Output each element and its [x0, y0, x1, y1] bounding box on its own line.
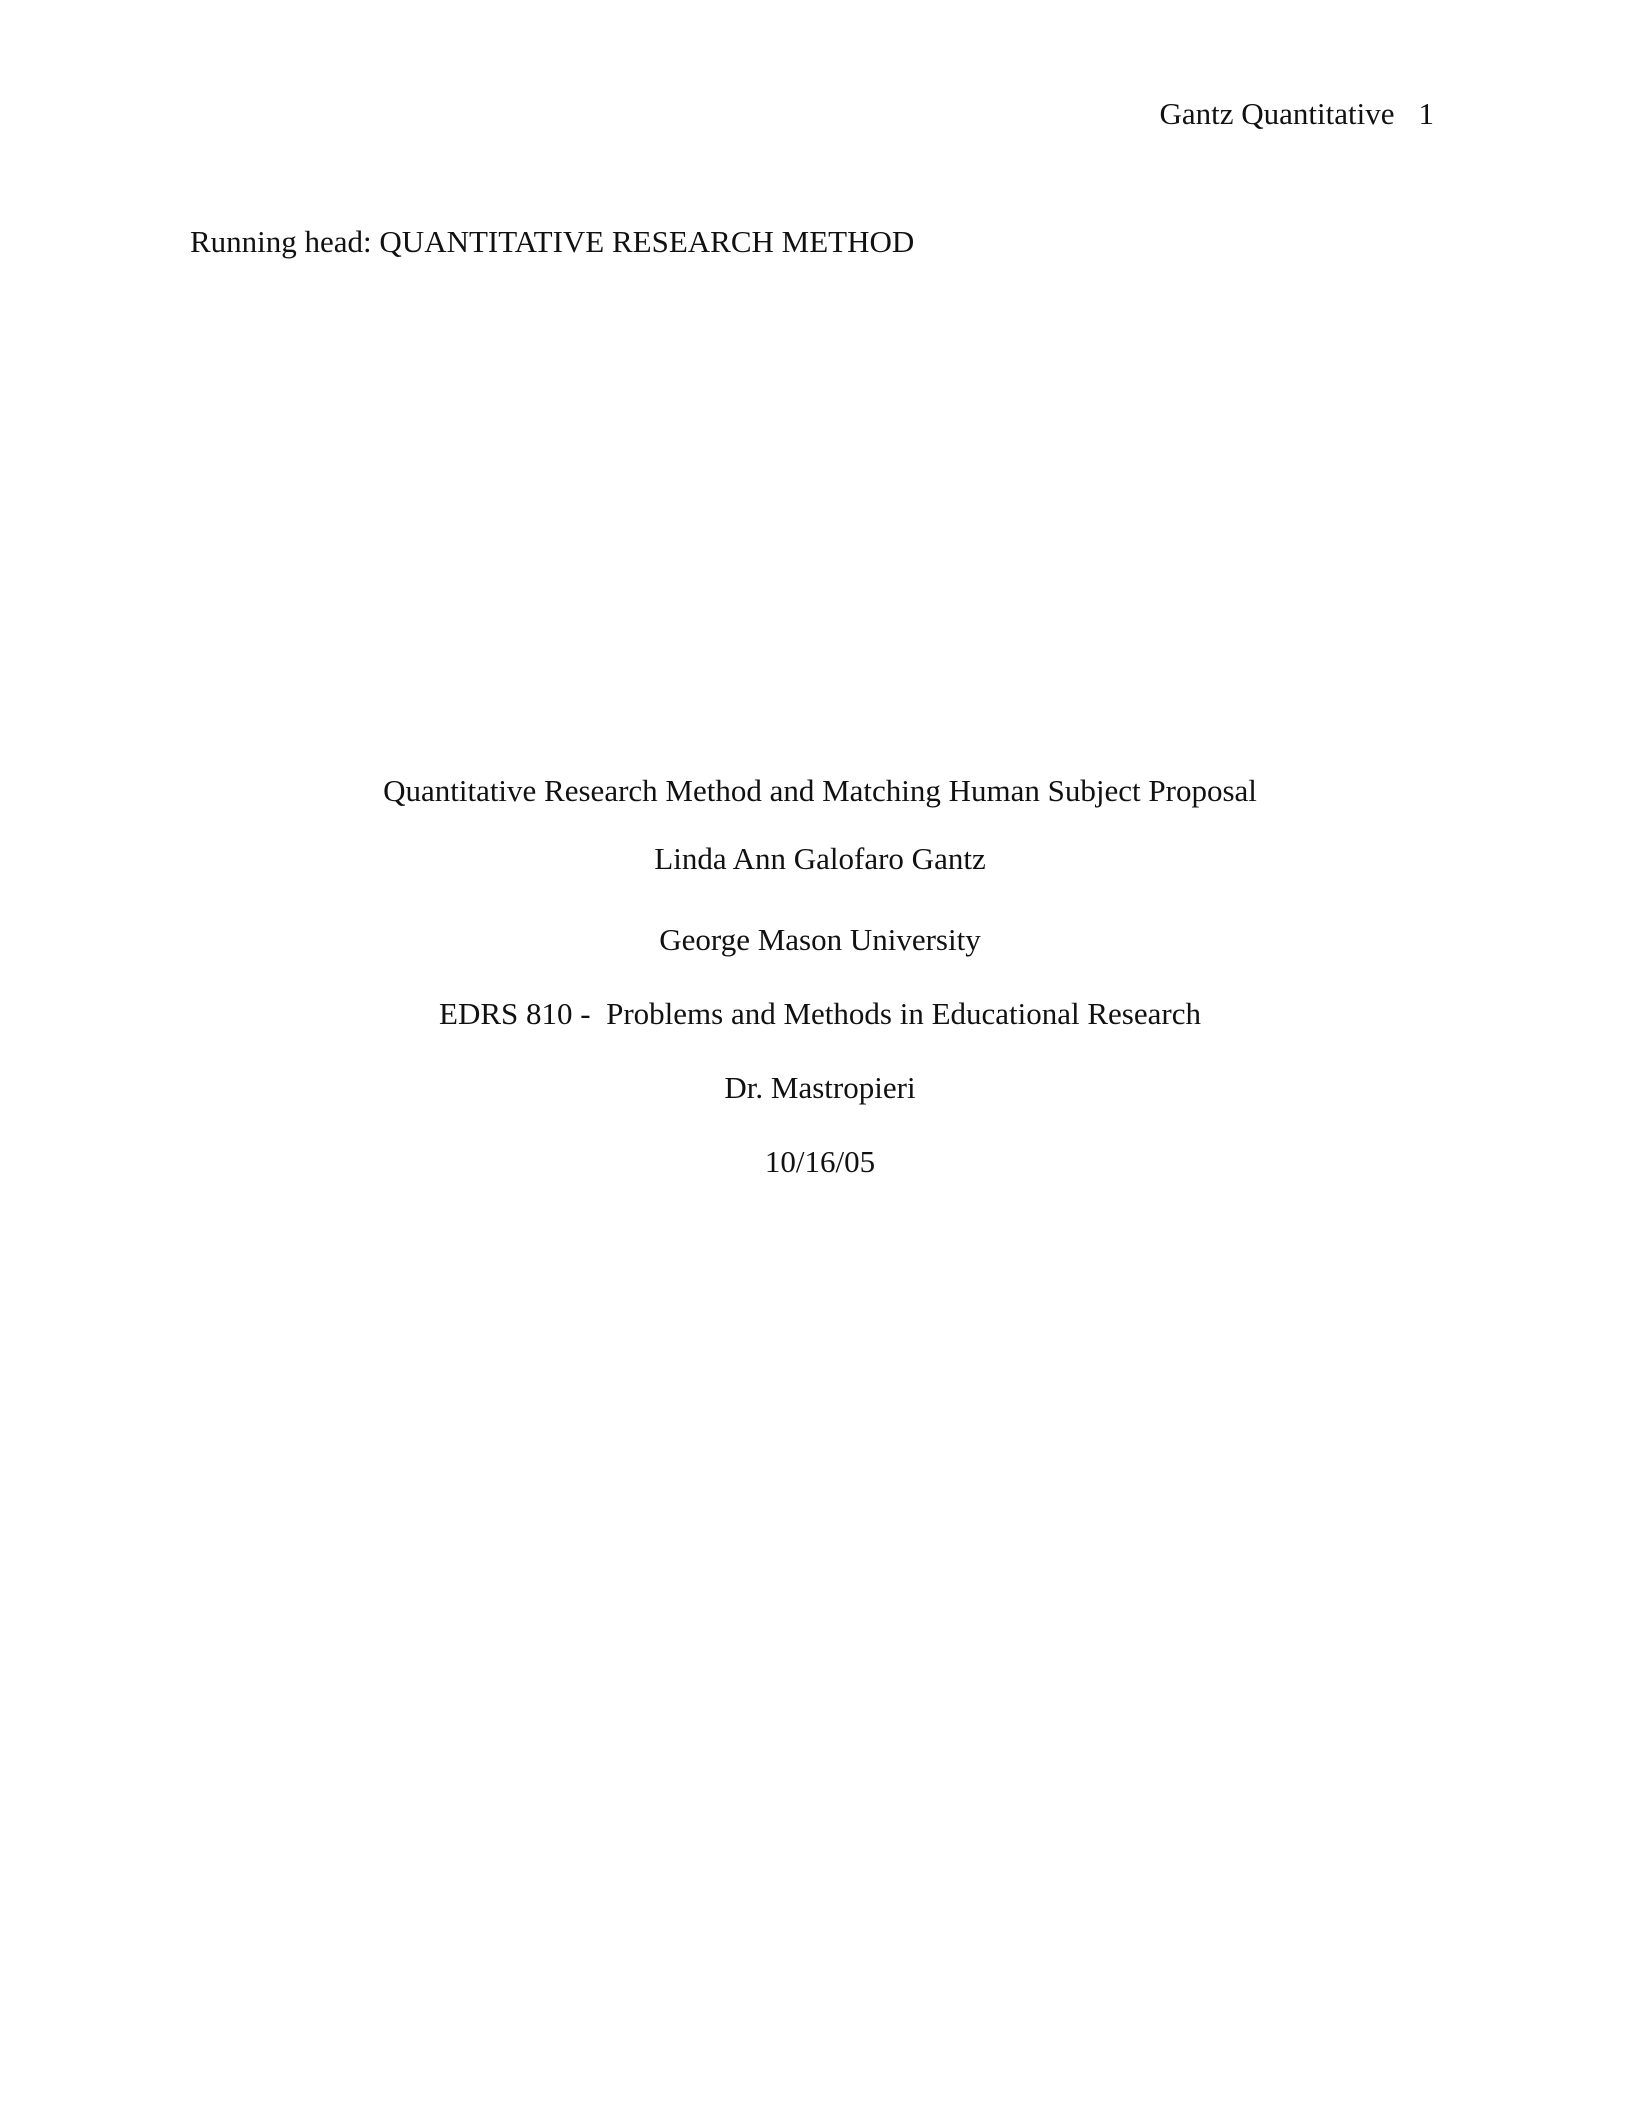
page-number: 1	[1418, 96, 1434, 131]
course-name: EDRS 810 - Problems and Methods in Educational Research	[439, 996, 1201, 1031]
running-head: Running head: QUANTITATIVE RESEARCH METHOD	[190, 224, 915, 259]
submission-date: 10/16/05	[764, 1144, 876, 1179]
author-name: Linda Ann Galofaro Gantz	[654, 841, 986, 876]
paper-title: Quantitative Research Method and Matching Human Subject Proposal	[383, 773, 1257, 808]
header-short-title: Gantz Quantitative	[1159, 96, 1395, 131]
page-header	[1160, 96, 1435, 132]
instructor-name: Dr. Mastropieri	[724, 1070, 916, 1105]
institution-name: George Mason University	[659, 922, 981, 957]
